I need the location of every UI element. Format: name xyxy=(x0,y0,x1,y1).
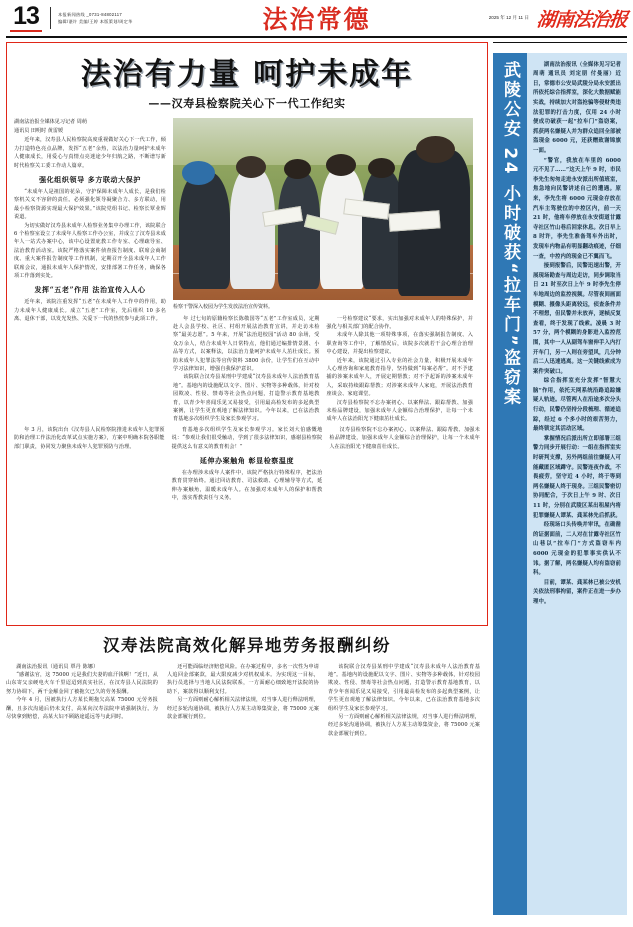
photo-person xyxy=(230,168,275,288)
paragraph: 另一方面则耐心解析相关法律法规，对当事人进行释法明理，经过多轮沟通协调，被执行人方某主动筹集资金，将 75000 元案款金部履行到位。 xyxy=(167,697,319,720)
paragraph: 湖南法治报讯（全媒体见习记者 周萌 通讯员 刘定朋 付曼丽）近日，常德市公安局武陵分局永安派出所依托综合指挥室，深化大数据赋能实战，持续加大对盗抢骗等侵财类违法犯罪的打击力度，仅用 24 小时便成功破获一起“拉车门”盗窃案，抓获两名嫌疑人并为群众追回全部被盗现金 6000 元，还获赠致谢锦旗一面。 xyxy=(533,61,621,155)
section-subhead-1: 强化组织领导 多方联动大保护 xyxy=(39,174,141,184)
page-body xyxy=(0,38,633,924)
paragraph: 近年来，该院通过引入专业的社会力量，积极开展未成年人心理咨询和家庭教育指导，坚持做到“每案必帮”。对不予逮捕的涉案未成年人，开展定期帮教；对不予起诉的涉案未成年人，采取持续跟踪帮教；对涉案未成年人家庭，开展法治教育座谈会、家庭课堂。 xyxy=(326,357,473,398)
section-3-intro xyxy=(172,469,323,503)
publication-date: 2025 年 12 月 11 日 xyxy=(488,15,529,20)
section-2-body xyxy=(14,298,166,323)
paragraph: “警官，我放在车里的 6000 元不见了……”这天上午 9 时，市民李先生匆匆走进永安派出所值班室，焦急地向民警讲述自己的遭遇。原来，李先生将 6000 元现金存放在汽车主驾驶位的中控区内，前一天 21 时，他将车停放在永安街道甘露寺社区竹山巷后回家休息。次日早上 8 时许，李先生准备驾车外出时，发现车内物品有明显翻动痕迹，仔细一查，中控内的现金已不翼而飞。 xyxy=(533,157,621,260)
feature-lead xyxy=(14,136,166,170)
feature-headline: 法治有力量 呵护未成年 xyxy=(80,56,414,92)
page-number-block xyxy=(8,1,44,33)
paragraph: 近年来，该院注重发挥“五老”在未成年人工作中的作用，助力未成年人健康成长。成立“五老”工作室，先后组织 10 多名离、退休干部，以发光发热、关爱下一代的热忱参与此项工作。 xyxy=(14,299,166,323)
bottom-column-3 xyxy=(328,663,480,739)
feature-subheadline: ——汉寿县检察院关心下一代工作纪实 xyxy=(148,96,346,110)
bottom-article xyxy=(6,632,488,739)
section-subhead-2: 发挥“五老”作用 法治宣传入人心 xyxy=(34,285,146,295)
column2-body xyxy=(172,426,323,451)
feature-lower-column-3 xyxy=(329,426,480,503)
page-number: 13 xyxy=(13,1,39,30)
credits-text: 编辑/谌许 美编/王婷 本版策划/周定华 xyxy=(58,19,133,24)
paragraph: 目前，谭某、龚某林已被公安机关依法刑事拘留，案件正在进一步办理中。 xyxy=(533,579,621,605)
masthead-divider xyxy=(50,7,51,29)
paragraph: 湖南法治报讯（通讯员 覃丹 陈娜） xyxy=(16,663,99,670)
photo-person-head xyxy=(368,158,395,178)
feature-lower-column-2 xyxy=(172,426,323,503)
sidebar-article xyxy=(493,53,627,915)
byline-line-2: 通讯员 田明时 黄雷媛 xyxy=(14,127,64,134)
paragraph: “未成年人是祖国的花朵，守护保障未成年人成长，是我们检察机关义不容辞的责任。必须强化领导凝聚合力、多方联动，用最小检察资源实现最大保护效果。”该院党组书记、检察长覃业辉说道。 xyxy=(14,188,166,221)
photo-caption: 检察干警深入校园为学生发放法治宣传资料。 xyxy=(173,303,274,310)
bottom-body-1 xyxy=(6,663,158,722)
section-3-tail xyxy=(329,426,480,451)
bottom-article-columns xyxy=(6,663,488,739)
feature-lower-column-1 xyxy=(14,426,165,503)
photo-person-head xyxy=(182,161,215,185)
photo-person-head xyxy=(236,156,266,178)
paragraph: 育基地多次组织学生及家长参观学习。家长刘大伯感慨地说：“参观让我们很受触动，学到了很多法律知识，感谢县检察院提供这么有意义的教育机会！” xyxy=(171,426,323,450)
feature-column-2 xyxy=(173,315,320,424)
bottom-column-2 xyxy=(167,663,319,739)
paragraph: “感谢法官，这 75000 元是我们夫妻的血汗钱啊！”近日，从山东寄父亲硬电火车千里迢迢到真实社区，在汉寿县人民法院的努力协调下，两干金解金回了被拖欠已久的劳务报酬。 xyxy=(6,671,158,695)
sidebar-text xyxy=(533,61,621,608)
paragraph: 还可能面临经济赔偿风险。在办案过程中，多名一次性为申请人追回金部案款，最大限度减少对机权成本。为实现这一目标，执行员选择与当地人民法院联系，一方面耐心细致地开法院的协助下，案款得以顺利支付。 xyxy=(167,663,319,695)
feature-column-1 xyxy=(14,118,166,424)
left-zone xyxy=(6,42,488,924)
paragraph: 汉寿县检察院不忘办案初心、以案释法、跟踪帮教、加强未检品牌建设，加强未成年人金额综合治理保护，让每一个未成年人在法治阳光下健康茁壮成长。 xyxy=(329,426,481,450)
sidebar-top-rule xyxy=(493,42,627,43)
paragraph: 另一方面则耐心解析相关法律法规，对当事人进行释法明理，经过多轮沟通协调，被执行人方某主动筹集资金，将 75000 元案款金部履行到位。 xyxy=(328,713,480,737)
photo-person-head xyxy=(326,154,356,176)
photo-person xyxy=(179,172,230,288)
sidebar-headline: 武陵公安 24 小时破获“拉车门”盗窃案 xyxy=(500,60,520,407)
paragraph: 综合指挥室充分发挥“智慧大脑”作用，依托天网系统沿路追踪嫌疑人轨迹。尽管两人在沿途多次分头行动，民警仍坚持分段梳理、循迹追踪，经过 6 个多小时的艰苦努力，最终锁定其活动区域。 xyxy=(533,378,621,433)
paragraph: 在办理涉未成年人案件中，该院严格执行特殊程序，把法治教育贯穿始终。通过回访教育、司法救助、心理辅导等方式，延伸办案触角，温暖未成年人。在加强对未成年人的保护和帮教中，落实帮教责任与义务。 xyxy=(171,470,323,502)
paragraph: 汉寿县检察院不忘办案初心、以案释法、跟踪帮教、加强未检品牌建设，加强未成年人金额综合治理保护，让每一个未成年人在法治阳光下健康茁壮成长。 xyxy=(326,399,473,423)
bottom-article-headline: 汉寿法院高效化解异地劳务报酬纠纷 xyxy=(103,635,391,655)
paragraph: 接到报警后，民警迅速出警，开展现场勘查与周边走访，同步调取当日 21 时至次日上午 9 时李先生停车地周边的监控视频。尽管夜间画面模糊、摄像头距离较远，侦查条件并不理想，但民警并未放弃，逐帧反复查看，终于发现了线索。凌晨 3 时 57 分，两个模糊的身影进入监控范围，其中一人从副驾车窗伸手入内打开车门，另一人则在旁望风，几分钟后二人迅速逃离。这一关键线索成为案件突破口。 xyxy=(533,263,621,375)
bottom-body-3 xyxy=(328,663,480,739)
paragraph: 为切实做好汉寿县未成年人检察业务集中办理工作，该院联合 6 个检察室设立了未成年人检察工作办公室，并成立了汉寿县未成年人一站式办案中心，该中心设置庇教工作专室、心理疏导室、法治教育活动室。该院严格落实案件侦查报告制度、联席会商制度、重大案件报告制度等工作机制，定期召开全县未成年人工作联席会议，通报未成年人保护情况，安排部署工作任务，确保各项工作落到实处。 xyxy=(14,222,166,279)
masthead-info xyxy=(58,11,133,26)
photo-officer-head xyxy=(416,136,455,163)
paragraph: 掌握情况后派出所立即部署三组警力同步开展行动：一组在指挥室实时研判支撑，另外两组前往嫌疑人可能藏匿区域蹲守。民警连夜作战，不畏疲劳，坚守近 4 小时，终于等到两名嫌疑人终于现身。三组民警密切协同配合，于次日上午 9 时、次日 11 时，分别在武陵区某出租屋内将犯罪嫌疑人谭某、龚某林先后抓获。 xyxy=(533,435,621,519)
feature-columns xyxy=(14,118,480,424)
section-title: 法治常德 xyxy=(262,5,371,34)
sidebar-title-bar xyxy=(493,53,527,915)
section-3-body xyxy=(327,315,474,424)
hotline-text: 本报新闻热线 _0731-84802117 xyxy=(58,11,122,17)
section-2-continued xyxy=(173,315,320,424)
feature-column-3 xyxy=(327,315,474,424)
paragraph: 该院联合汉寿县某刑中学建成“汉寿县未成年人法治教育基地”。基地内的设施配以文字、图片、实物等多种载体，针对校园欺凌、性侵、禁毒等社会热点问题，打造警示教育基地教育，以青少年喜闻乐见又易接受，引用最高检发布的多起典型案例，让学生更直观地了解法律知识。今年以来，已在法治教育基地多次组织学生及家长参观学习。 xyxy=(173,374,320,423)
byline-line-1: 湖南法治报全媒体见习记者 周萌 xyxy=(14,118,87,125)
paragraph: 今年 4 月，因被执行人方某长期拖欠高某 75000 元劳务报酬，且多次沟通后仍未支付，高某向汉寿法院申请强制执行。为尽快拿到赔偿，高某大妇不顾路途遥远等与此同时。 xyxy=(6,697,158,720)
feature-subcolumns xyxy=(173,315,473,424)
section-1-body xyxy=(14,188,166,280)
feature-article xyxy=(6,42,488,626)
feature-right-block xyxy=(173,118,473,424)
paragraph: 年 过七旬的原籍检察长陈敬国等“五老”工作室成员，定期赴人会县学校、社区、村组开展法治教育宣讲，并走访未检察“最美志愿”。5 年来，开展“法治进校园”活动 80 余场，受众万余人，结合未成年人日常特点，他们通过编排情景剧、小品等方式，以案释法，以法治力量呵护未成年人茁壮成长。预防未成年人犯罪法等官传资料 3800 余份，让学生们在互动中学习法律知识，增强自我保护意识。 xyxy=(173,315,320,372)
paragraph: 该院联合汉寿县某刑中学建成“汉寿县未成年人法治教育基地”。基地内的设施配以文字、图片、实物等多种载体，针对校园欺凌、性侵、禁毒等社会热点问题，打造警示教育基地教育，以青少年喜闻乐见又易接受，引用最高检发布的多起典型案例，让学生更直观地了解法律知识。今年以来，已在法治教育基地多次组织学生及家长参观学习。 xyxy=(328,663,480,712)
masthead xyxy=(0,0,633,36)
section-2-body-cont xyxy=(14,426,165,451)
bottom-column-1 xyxy=(6,663,158,739)
paragraph: 年 3 月，该院出台《汉寿县人民检察院推进未成年人犯罪预防和治理工作法治化改革试点实施方案》，方案中明确本院各职能部门职责，协同发力聚焦未成年人犯罪预防与治理。 xyxy=(14,426,165,450)
masthead-right xyxy=(489,5,627,32)
paragraph: 未成年人除其他一项特殊事项，在落实强制报告制度、入职查询等工作中，了解情况后，该院多次就若干会心理合治理中心建设，并提出检察建议。 xyxy=(326,332,473,356)
bottom-body-2 xyxy=(167,663,319,722)
paragraph: 经现场口头传唤并审讯，在确凿的证据面前，二人对在甘露寺社区竹山巷以“拉车门”方式盗窃车内 6000 元现金的犯罪事实供认不讳。据了解，两名嫌疑人均有盗窃前科。 xyxy=(533,522,621,577)
photo-person xyxy=(278,172,320,288)
feature-photo xyxy=(173,118,473,300)
page-number-underline xyxy=(10,30,42,33)
newspaper-logo: 湖南法治报 xyxy=(535,8,628,31)
right-zone xyxy=(493,42,627,924)
paragraph: 一号检察建议“要求，实出加强对未成年人的特殊保护，并强化与相关部门的配合协作。 xyxy=(326,315,473,330)
feature-lower-columns xyxy=(14,426,480,503)
photo-leaflet xyxy=(388,210,440,232)
section-subhead-3: 延伸办案触角 彰显检察温度 xyxy=(199,456,295,465)
paragraph: 近年来，汉寿县人民检察院高度重视做好关心下一代工作，倾力打造特色亮点品牌，发挥“五老”余热，以法治力量呵护未成年人健康成长，用爱心与真情点亮迷途少年归航之路，不断谱写新时代检察关工委工作动人篇章。 xyxy=(14,137,166,169)
sidebar-body xyxy=(527,53,627,915)
